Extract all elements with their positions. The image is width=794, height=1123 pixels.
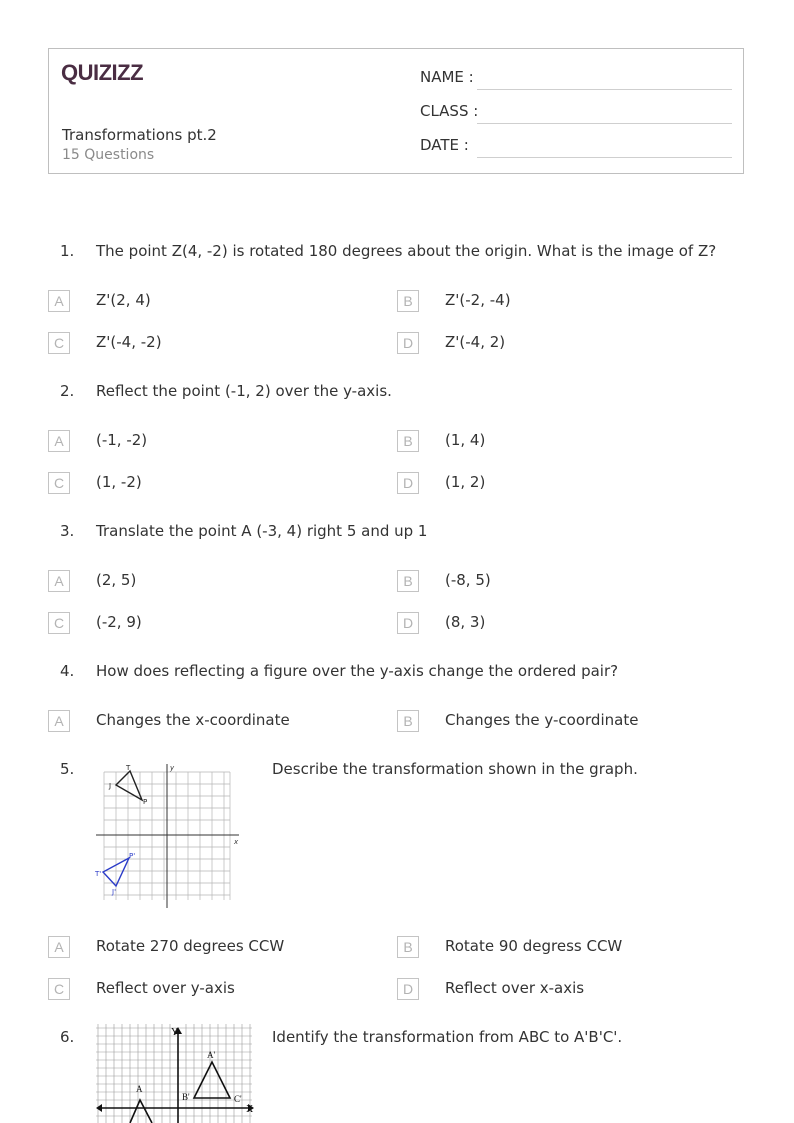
option-box-d[interactable]: D — [397, 612, 419, 634]
option-text-c: Z'(-4, -2) — [96, 333, 162, 351]
option-box-b[interactable]: B — [397, 290, 419, 312]
question-number: 1. — [60, 242, 75, 260]
option-box-a[interactable]: A — [48, 430, 70, 452]
label-j: J — [109, 782, 112, 790]
x-axis-label: X — [246, 1104, 254, 1115]
option-box-d[interactable]: D — [397, 332, 419, 354]
y-axis-label: Y — [171, 1027, 179, 1038]
name-label: NAME : — [420, 68, 474, 86]
option-box-a[interactable]: A — [48, 710, 70, 732]
label-c-prime: C' — [234, 1094, 242, 1104]
name-field[interactable] — [477, 89, 732, 90]
option-text-d: (8, 3) — [445, 613, 486, 631]
option-box-b[interactable]: B — [397, 570, 419, 592]
option-text-d: Reflect over x-axis — [445, 979, 585, 997]
option-box-a[interactable]: A — [48, 570, 70, 592]
class-label: CLASS : — [420, 102, 479, 120]
question-number: 2. — [60, 382, 75, 400]
label-a-prime: A' — [207, 1050, 216, 1060]
triangle-image — [194, 1062, 230, 1098]
coordinate-graph — [96, 1024, 256, 1123]
question-number: 5. — [60, 760, 75, 778]
option-text-c: (-2, 9) — [96, 613, 142, 631]
option-text-b: (1, 4) — [445, 431, 486, 449]
option-text-a: Rotate 270 degrees CCW — [96, 937, 285, 955]
label-p: P — [143, 798, 148, 806]
option-box-c[interactable]: C — [48, 472, 70, 494]
date-field[interactable] — [477, 157, 732, 158]
question-text: Identify the transformation from ABC to A'B'C'. — [272, 1028, 623, 1046]
option-text-b: Changes the y-coordinate — [445, 711, 639, 729]
label-b-prime: B' — [182, 1092, 190, 1102]
option-text-b: (-8, 5) — [445, 571, 491, 589]
date-label: DATE : — [420, 136, 469, 154]
option-text-c: (1, -2) — [96, 473, 142, 491]
option-box-b[interactable]: B — [397, 710, 419, 732]
option-text-b: Rotate 90 degress CCW — [445, 937, 623, 955]
option-text-a: Z'(2, 4) — [96, 291, 151, 309]
option-box-d[interactable]: D — [397, 978, 419, 1000]
option-box-a[interactable]: A — [48, 936, 70, 958]
option-text-d: (1, 2) — [445, 473, 486, 491]
option-text-b: Z'(-2, -4) — [445, 291, 511, 309]
question-text: Translate the point A (-3, 4) right 5 and up 1 — [96, 522, 428, 540]
question-text: Describe the transformation shown in the graph. — [272, 760, 638, 778]
coordinate-graph — [94, 762, 242, 910]
option-text-a: (2, 5) — [96, 571, 137, 589]
option-box-b[interactable]: B — [397, 936, 419, 958]
y-axis-label: y — [170, 764, 175, 772]
option-box-b[interactable]: B — [397, 430, 419, 452]
option-box-c[interactable]: C — [48, 332, 70, 354]
x-axis-label: x — [234, 838, 239, 846]
option-box-a[interactable]: A — [48, 290, 70, 312]
triangle-abc — [130, 1100, 152, 1123]
label-t-prime: T' — [95, 870, 102, 878]
question-text: Reflect the point (-1, 2) over the y-axis. — [96, 382, 392, 400]
option-box-c[interactable]: C — [48, 612, 70, 634]
option-box-c[interactable]: C — [48, 978, 70, 1000]
worksheet-header — [48, 48, 744, 174]
question-number: 6. — [60, 1028, 75, 1046]
class-field[interactable] — [477, 123, 732, 124]
label-a: A — [136, 1084, 143, 1094]
question-number: 4. — [60, 662, 75, 680]
option-text-a: (-1, -2) — [96, 431, 148, 449]
quizizz-logo — [61, 59, 153, 85]
svg-text:QUIZIZZ: QUIZIZZ — [61, 60, 144, 85]
question-count: 15 Questions — [62, 147, 155, 163]
question-number: 3. — [60, 522, 75, 540]
option-text-d: Z'(-4, 2) — [445, 333, 506, 351]
label-p-prime: P' — [129, 852, 136, 860]
option-text-a: Changes the x-coordinate — [96, 711, 290, 729]
option-box-d[interactable]: D — [397, 472, 419, 494]
option-text-c: Reflect over y-axis — [96, 979, 235, 997]
label-j-prime: J' — [112, 888, 116, 896]
worksheet-title: Transformations pt.2 — [62, 126, 217, 144]
question-text: The point Z(4, -2) is rotated 180 degrees about the origin. What is the image of Z? — [96, 242, 717, 260]
question-text: How does reflecting a figure over the y-axis change the ordered pair? — [96, 662, 619, 680]
label-t: T — [126, 764, 131, 772]
